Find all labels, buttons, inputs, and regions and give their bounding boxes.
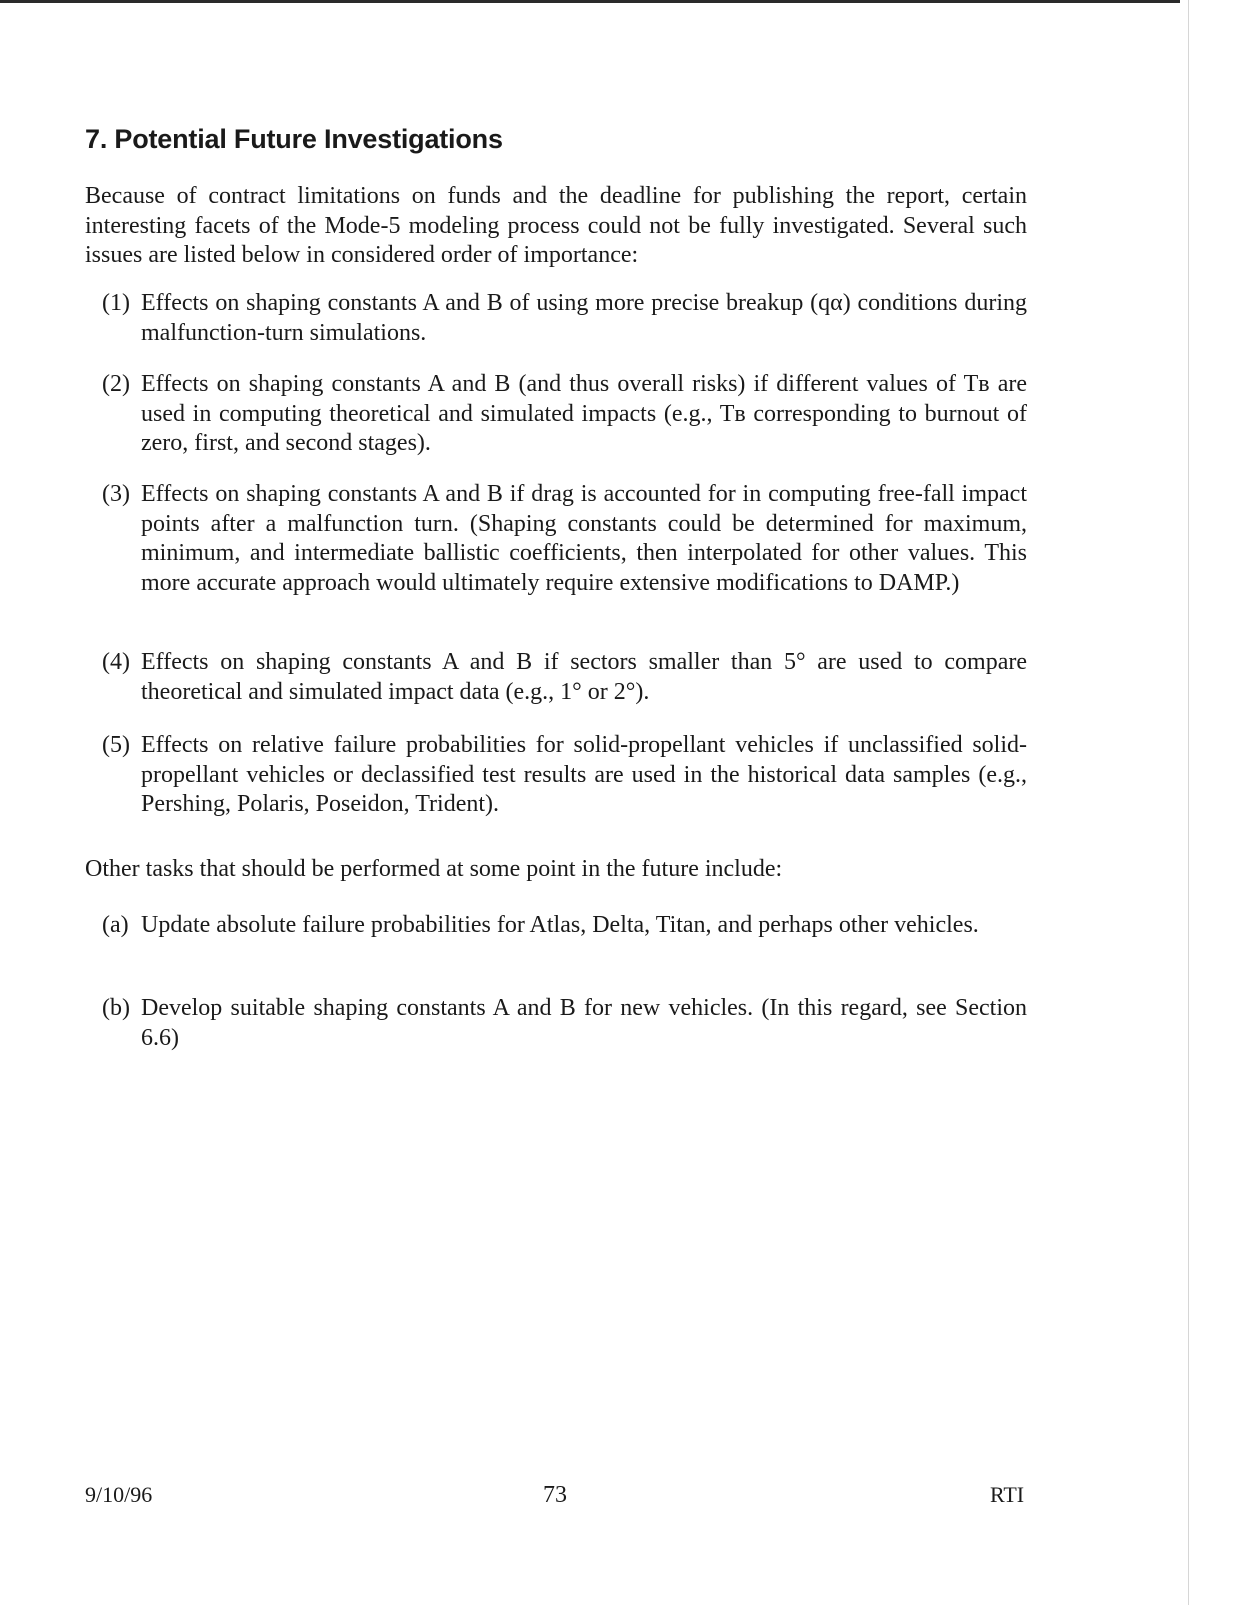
- footer-page-number: 73: [543, 1482, 567, 1508]
- list-item-marker: (b): [102, 995, 130, 1021]
- section-heading: 7. Potential Future Investigations: [85, 124, 503, 154]
- list-item: [85, 911, 1027, 941]
- top-border-rule: [0, 0, 1180, 3]
- right-edge-rule: [1188, 0, 1189, 1605]
- list-item: [85, 289, 1027, 348]
- list-item-text: Effects on shaping constants A and B (and thus overall risks) if different values of Tʙ are used in computing theoretical and simulated impacts (e.g., Tʙ corresponding to burnout of zero, first, and second stages).: [141, 371, 1027, 456]
- list-item-marker: (a): [102, 912, 129, 938]
- list-item: [85, 370, 1027, 459]
- list-item-text: Effects on shaping constants A and B of using more precise breakup (qα) conditions during malfunction-turn simulations.: [141, 290, 1027, 346]
- list-item-text: Effects on shaping constants A and B if sectors smaller than 5° are used to compare theoretical and simulated impact data (e.g., 1° or 2°).: [141, 649, 1027, 705]
- list-item: [85, 994, 1027, 1053]
- list-item-marker: (4): [102, 649, 130, 675]
- footer-organization: RTI: [990, 1482, 1025, 1507]
- footer-date: 9/10/96: [85, 1482, 153, 1507]
- list-item-text: Effects on shaping constants A and B if drag is accounted for in computing free-fall impact points after a malfunction turn. (Shaping constants could be determined for maximum, minimum, and intermediate ballistic coefficients, then interpolated for other values. This more accurate approach would ultimately require extensive modifications to DAMP.): [141, 481, 1027, 596]
- other-tasks-intro: Other tasks that should be performed at some point in the future include:: [85, 856, 783, 882]
- list-item: [85, 731, 1027, 820]
- list-item-text: Effects on relative failure probabilities for solid-propellant vehicles if unclassified solid-propellant vehicles or declassified test results are used in the historical data samples (e.g., Pershing, Polaris, Poseidon, Trident).: [141, 732, 1027, 817]
- list-item-marker: (3): [102, 481, 130, 507]
- list-item-text: Update absolute failure probabilities for Atlas, Delta, Titan, and perhaps other vehicles.: [141, 912, 979, 938]
- list-item: [85, 480, 1027, 598]
- list-item-text: Develop suitable shaping constants A and B for new vehicles. (In this regard, see Section 6.6): [141, 995, 1027, 1051]
- intro-paragraph: Because of contract limitations on funds and the deadline for publishing the report, certain interesting facets of the Mode-5 modeling process could not be fully investigated. Several such issues are listed below in considered order of importance:: [85, 183, 1027, 268]
- list-item-marker: (1): [102, 290, 130, 316]
- list-item: [85, 648, 1027, 707]
- list-item-marker: (2): [102, 371, 130, 397]
- list-item-marker: (5): [102, 732, 130, 758]
